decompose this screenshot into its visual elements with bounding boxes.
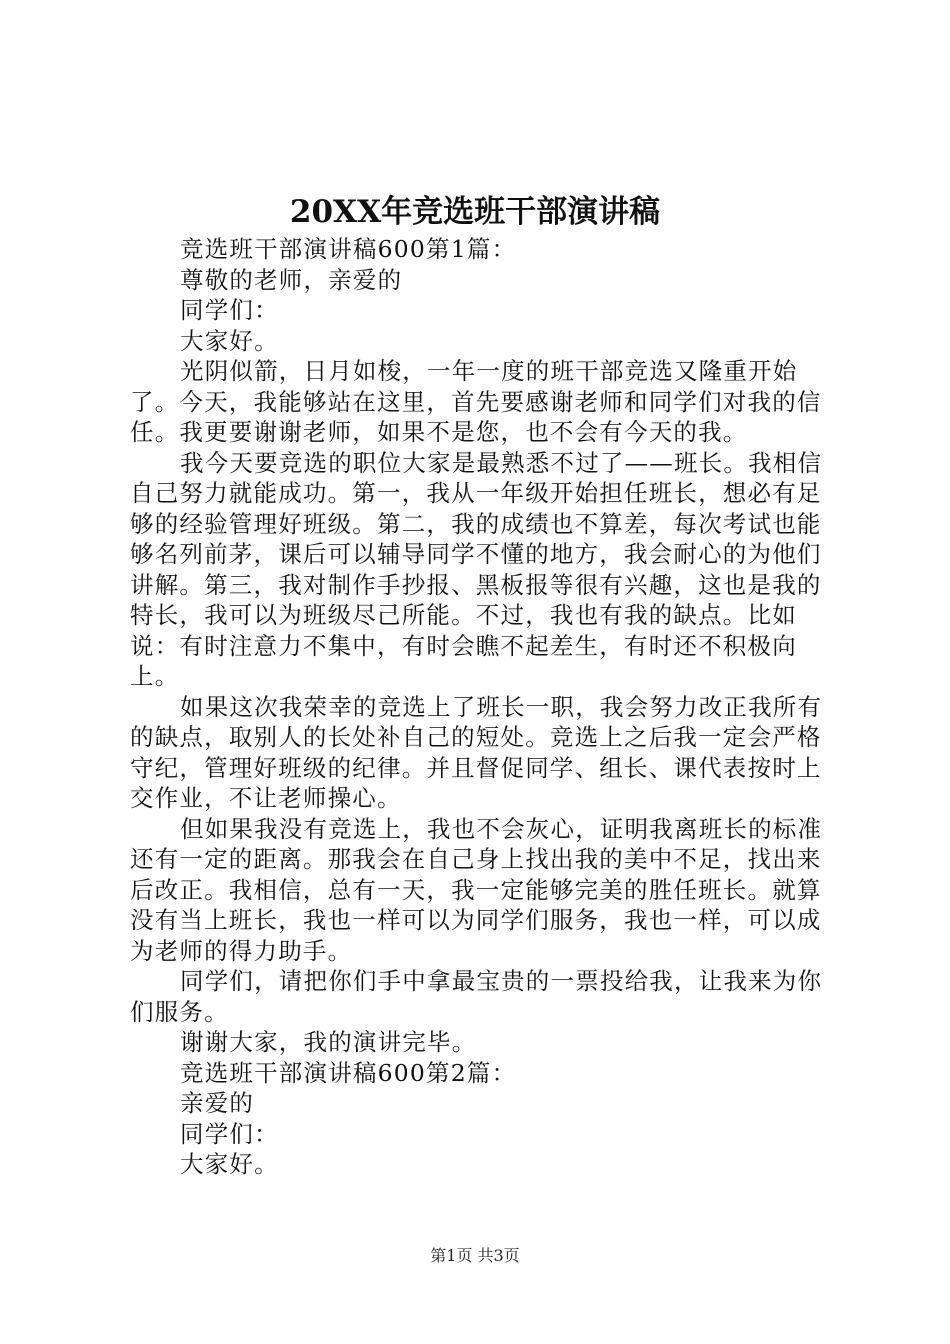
- page-footer: 第1页 共3页: [430, 1246, 520, 1265]
- paragraph: 但如果我没有竞选上，我也不会灰心，证明我离班长的标准还有一定的距离。那我会在自己身上找出我的美中不足，找出来后改正。我相信，总有一天，我一定能够完美的胜任班长。就算没有当上班长，我也一样可以为同学们服务，我也一样，可以成为老师的得力助手。: [130, 814, 823, 965]
- paragraph: 光阴似箭，日月如梭，一年一度的班干部竞选又隆重开始了。今天，我能够站在这里，首先要感谢老师和同学们对我的信任。我更要谢谢老师，如果不是您，也不会有今天的我。: [130, 357, 822, 446]
- salutation-line: 同学们：: [180, 1119, 279, 1148]
- salutation-line: 同学们：: [180, 296, 279, 324]
- salutation-line: 亲爱的: [180, 1089, 255, 1117]
- greeting: 大家好。: [180, 1150, 279, 1178]
- paragraph: 我今天要竞选的职位大家是最熟悉不过了——班长。我相信自己努力就能成功。第一，我从一年级开始担任班长，想必有足够的经验管理好班级。第二，我的成绩也不算差，每次考试也能够名列前茅，课后可以辅导同学不懂的地方，我会耐心的为他们讲解。第三，我对制作手抄报、黑板报等很有兴趣，这也是我的特长，我可以为班级尽己所能。不过，我也有我的缺点。比如说：有时注意力不集中，有时会瞧不起差生，有时还不积极向上。: [130, 448, 823, 690]
- document-title: 20XX年竞选班干部演讲稿: [289, 194, 661, 230]
- section-heading-1: 竞选班干部演讲稿600第1篇：: [180, 235, 517, 263]
- document-body: [130, 234, 830, 1180]
- paragraph: 同学们，请把你们手中拿最宝贵的一票投给我，让我来为你们服务。: [130, 967, 823, 1026]
- salutation-line: 尊敬的老师，亲爱的: [180, 265, 403, 294]
- paragraph: 如果这次我荣幸的竞选上了班长一职，我会努力改正我所有的缺点，取别人的长处补自己的短处。竞选上之后我一定会严格守纪，管理好班级的纪律。并且督促同学、组长、课代表按时上交作业，不让老师操心。: [130, 692, 823, 812]
- greeting: 大家好。: [180, 326, 279, 355]
- section-heading-2: 竞选班干部演讲稿600第2篇：: [180, 1058, 517, 1087]
- closing-line: 谢谢大家，我的演讲完毕。: [180, 1028, 477, 1056]
